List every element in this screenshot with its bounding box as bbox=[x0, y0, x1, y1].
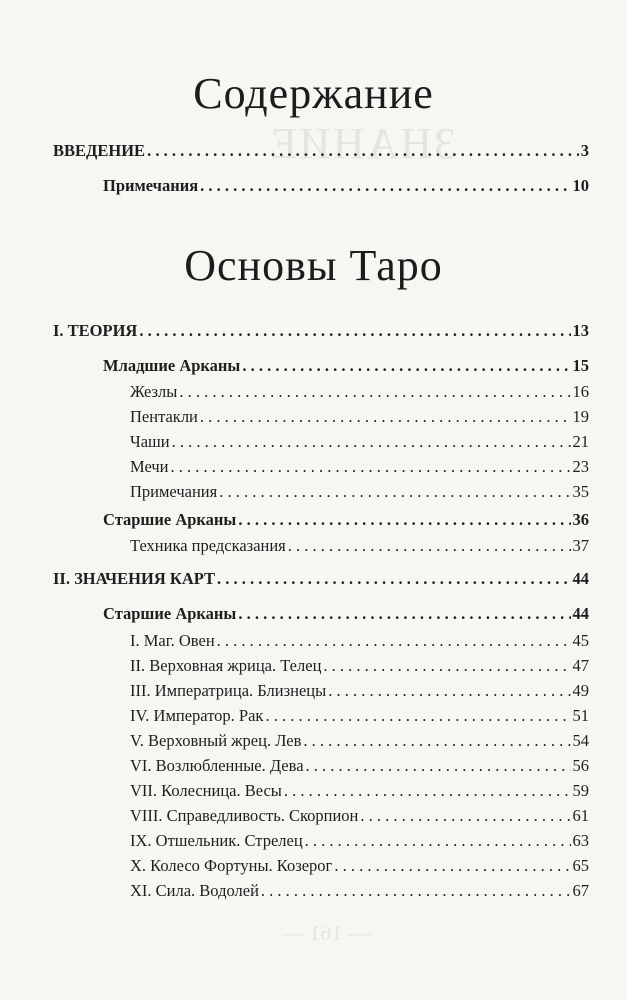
toc-entry-page: 23 bbox=[572, 457, 589, 476]
dot-leader bbox=[306, 755, 571, 777]
toc-entry-page: 44 bbox=[572, 604, 589, 623]
dot-leader bbox=[360, 805, 570, 827]
dot-leader bbox=[139, 320, 570, 342]
toc-entry-page: 56 bbox=[572, 756, 589, 775]
toc-entry-title: Жезлы bbox=[130, 382, 178, 401]
toc-entry-title: Младшие Арканы bbox=[103, 356, 241, 375]
dot-leader bbox=[328, 680, 570, 702]
toc-entry[interactable] bbox=[130, 535, 589, 557]
toc-entry[interactable] bbox=[130, 855, 589, 877]
toc-entry-title: VIII. Справедливость. Скорпион bbox=[130, 806, 359, 825]
dot-leader bbox=[288, 535, 571, 557]
toc-entry[interactable] bbox=[130, 780, 589, 802]
toc-entry[interactable] bbox=[103, 603, 589, 625]
toc-entry-title: XI. Сила. Водолей bbox=[130, 881, 259, 900]
dot-leader bbox=[171, 456, 571, 478]
toc-entry-title: Примечания bbox=[130, 482, 218, 501]
toc-entry-page: 65 bbox=[572, 856, 589, 875]
toc-entry[interactable] bbox=[130, 680, 589, 702]
toc-entry-title: Старшие Арканы bbox=[103, 510, 237, 529]
dot-leader bbox=[200, 175, 570, 197]
dot-leader bbox=[200, 406, 571, 428]
toc-entry[interactable] bbox=[130, 630, 589, 652]
toc-entry-page: 61 bbox=[572, 806, 589, 825]
dot-leader bbox=[242, 355, 570, 377]
toc-entry[interactable] bbox=[103, 509, 589, 531]
toc-entry-title: ВВЕДЕНИЕ bbox=[53, 141, 146, 160]
toc-entry-page: 35 bbox=[572, 482, 589, 501]
toc-entry-page: 47 bbox=[572, 656, 589, 675]
toc-entry-title: Старшие Арканы bbox=[103, 604, 237, 623]
section-heading: Основы Таро bbox=[184, 241, 443, 290]
toc-entry-title: Техника предсказания bbox=[130, 536, 286, 555]
toc-entry-title: Примечания bbox=[103, 176, 199, 195]
toc-entry-page: 37 bbox=[572, 536, 589, 555]
toc-entry[interactable] bbox=[130, 431, 589, 453]
toc-entry-title: I. ТЕОРИЯ bbox=[53, 321, 138, 340]
toc-entry[interactable] bbox=[130, 705, 589, 727]
toc-entry[interactable] bbox=[130, 481, 589, 503]
dot-leader bbox=[265, 705, 570, 727]
toc-entry-title: Пентакли bbox=[130, 407, 198, 426]
toc-entry-title: II. Верховная жрица. Телец bbox=[130, 656, 322, 675]
toc-entry-page: 63 bbox=[572, 831, 589, 850]
toc-entry-page: 59 bbox=[572, 781, 589, 800]
dot-leader bbox=[334, 855, 570, 877]
toc-entry-page: 54 bbox=[572, 731, 589, 750]
toc-entry[interactable] bbox=[53, 320, 589, 342]
toc-entry-page: 10 bbox=[572, 176, 589, 195]
toc-entry-title: Мечи bbox=[130, 457, 169, 476]
dot-leader bbox=[217, 630, 571, 652]
toc-entry[interactable] bbox=[130, 755, 589, 777]
toc-entry-title: V. Верховный жрец. Лев bbox=[130, 731, 302, 750]
toc-entry-title: II. ЗНАЧЕНИЯ КАРТ bbox=[53, 569, 216, 588]
toc-entry-title: VI. Возлюбленные. Дева bbox=[130, 756, 304, 775]
toc-entry[interactable] bbox=[103, 175, 589, 197]
dot-leader bbox=[217, 568, 570, 590]
toc-entry-title: III. Императрица. Близнецы bbox=[130, 681, 327, 700]
dot-leader bbox=[238, 603, 570, 625]
dot-leader bbox=[219, 481, 570, 503]
toc-entry-title: IX. Отшельник. Стрелец bbox=[130, 831, 303, 850]
toc-entry[interactable] bbox=[130, 406, 589, 428]
toc-entry-page: 19 bbox=[572, 407, 589, 426]
toc-entry[interactable] bbox=[130, 805, 589, 827]
toc-entry-page: 49 bbox=[572, 681, 589, 700]
toc-entry[interactable] bbox=[130, 655, 589, 677]
toc-entry-page: 67 bbox=[572, 881, 589, 900]
dot-leader bbox=[284, 780, 571, 802]
toc-entry-title: IV. Император. Рак bbox=[130, 706, 264, 725]
toc-entry[interactable] bbox=[130, 456, 589, 478]
dot-leader bbox=[147, 140, 579, 162]
dot-leader bbox=[303, 730, 570, 752]
dot-leader bbox=[172, 431, 571, 453]
toc-entry-title: VII. Колесница. Весы bbox=[130, 781, 282, 800]
toc-entry[interactable] bbox=[130, 730, 589, 752]
toc-entry[interactable] bbox=[103, 355, 589, 377]
bleed-through-text: ЗНАНИЕ bbox=[268, 119, 457, 168]
dot-leader bbox=[238, 509, 570, 531]
dot-leader bbox=[305, 830, 571, 852]
toc-entry[interactable] bbox=[130, 880, 589, 902]
toc-entry-page: 21 bbox=[572, 432, 589, 451]
toc-entry-page: 16 bbox=[572, 382, 589, 401]
dot-leader bbox=[179, 381, 570, 403]
toc-entry[interactable] bbox=[53, 140, 589, 162]
toc-entry-title: X. Колесо Фортуны. Козерог bbox=[130, 856, 333, 875]
toc-entry[interactable] bbox=[53, 568, 589, 590]
dot-leader bbox=[261, 880, 571, 902]
toc-entry-page: 45 bbox=[572, 631, 589, 650]
bleed-through-page-number: — 161 — bbox=[282, 920, 370, 945]
toc-entry-page: 36 bbox=[572, 510, 589, 529]
toc-entry-title: Чаши bbox=[130, 432, 170, 451]
dot-leader bbox=[323, 655, 570, 677]
toc-entry-title: I. Маг. Овен bbox=[130, 631, 215, 650]
toc-entry-page: 13 bbox=[572, 321, 589, 340]
toc-entry-page: 44 bbox=[572, 569, 589, 588]
toc-entry-page: 15 bbox=[572, 356, 589, 375]
toc-entry-page: 3 bbox=[580, 141, 589, 160]
toc-entry[interactable] bbox=[130, 830, 589, 852]
toc-entry[interactable] bbox=[130, 381, 589, 403]
contents-heading: Содержание bbox=[193, 69, 434, 118]
toc-entry-page: 51 bbox=[572, 706, 589, 725]
